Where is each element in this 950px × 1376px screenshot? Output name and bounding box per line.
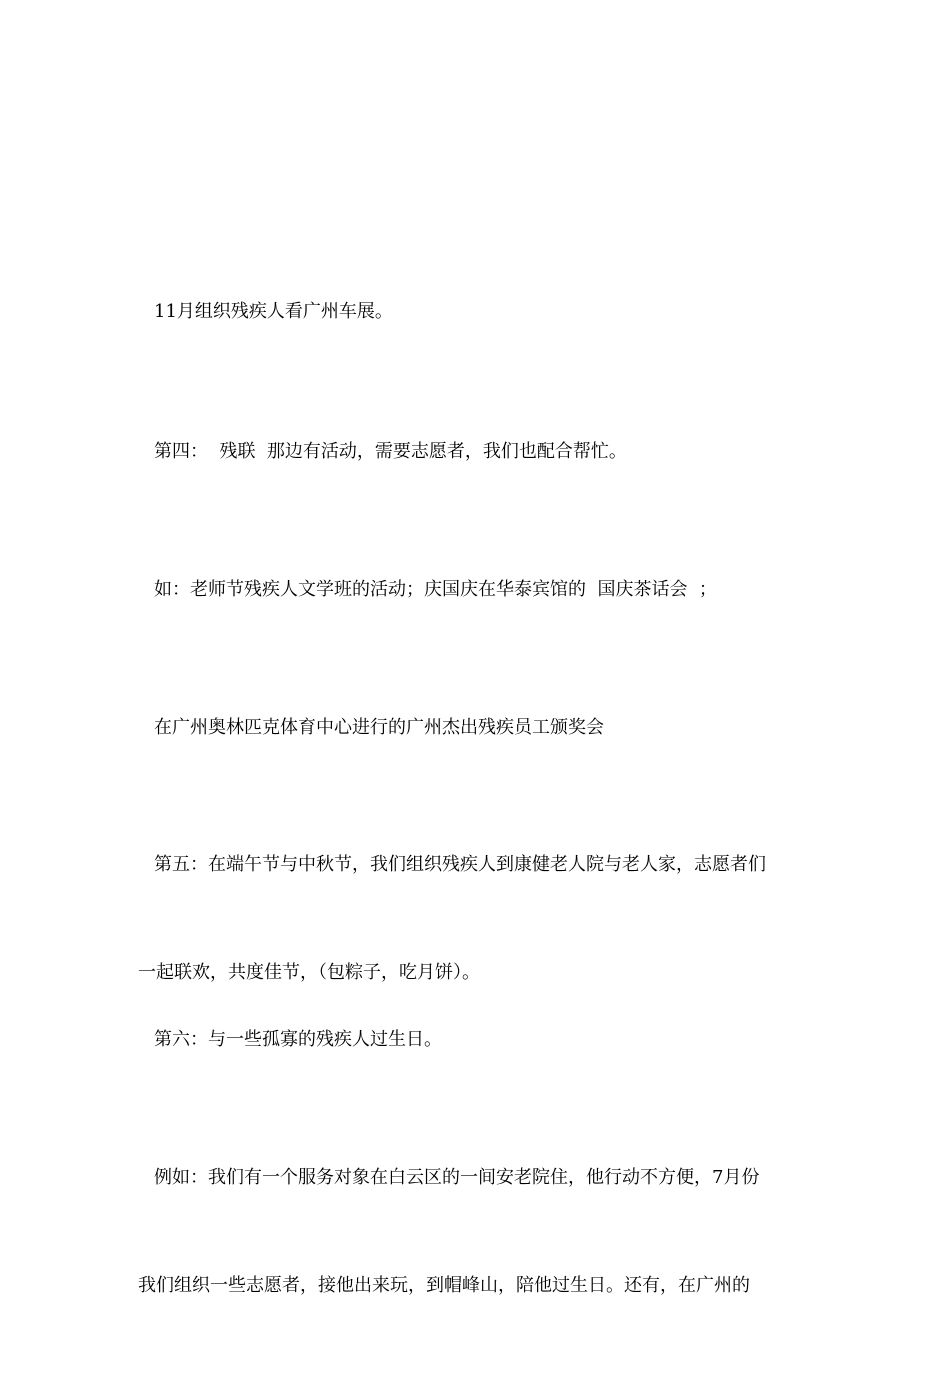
paragraph-line: 第六：与一些孤寡的残疾人过生日。 (154, 1029, 442, 1050)
paragraph-line: 11月组织残疾人看广州车展。 (154, 301, 393, 322)
paragraph-line: 我们组织一些志愿者，接他出来玩，到帽峰山，陪他过生日。还有，在广州的 (138, 1275, 750, 1296)
paragraph-line: 第四： 残联 那边有活动，需要志愿者，我们也配合帮忙。 (154, 441, 627, 462)
paragraph-line: 在广州奥林匹克体育中心进行的广州杰出残疾员工颁奖会 (154, 717, 604, 738)
paragraph-line: 第五：在端午节与中秋节，我们组织残疾人到康健老人院与老人家，志愿者们 (154, 854, 766, 875)
paragraph-line: 例如：我们有一个服务对象在白云区的一间安老院住，他行动不方便，7月份 (154, 1167, 760, 1188)
paragraph-example-birthday (138, 1088, 818, 1376)
paragraph-line: 如：老师节残疾人文学班的活动；庆国庆在华泰宾馆的 国庆茶话会 ； (154, 579, 717, 600)
paragraph-line: 一起联欢，共度佳节，（包粽子，吃月饼）。 (138, 962, 480, 983)
